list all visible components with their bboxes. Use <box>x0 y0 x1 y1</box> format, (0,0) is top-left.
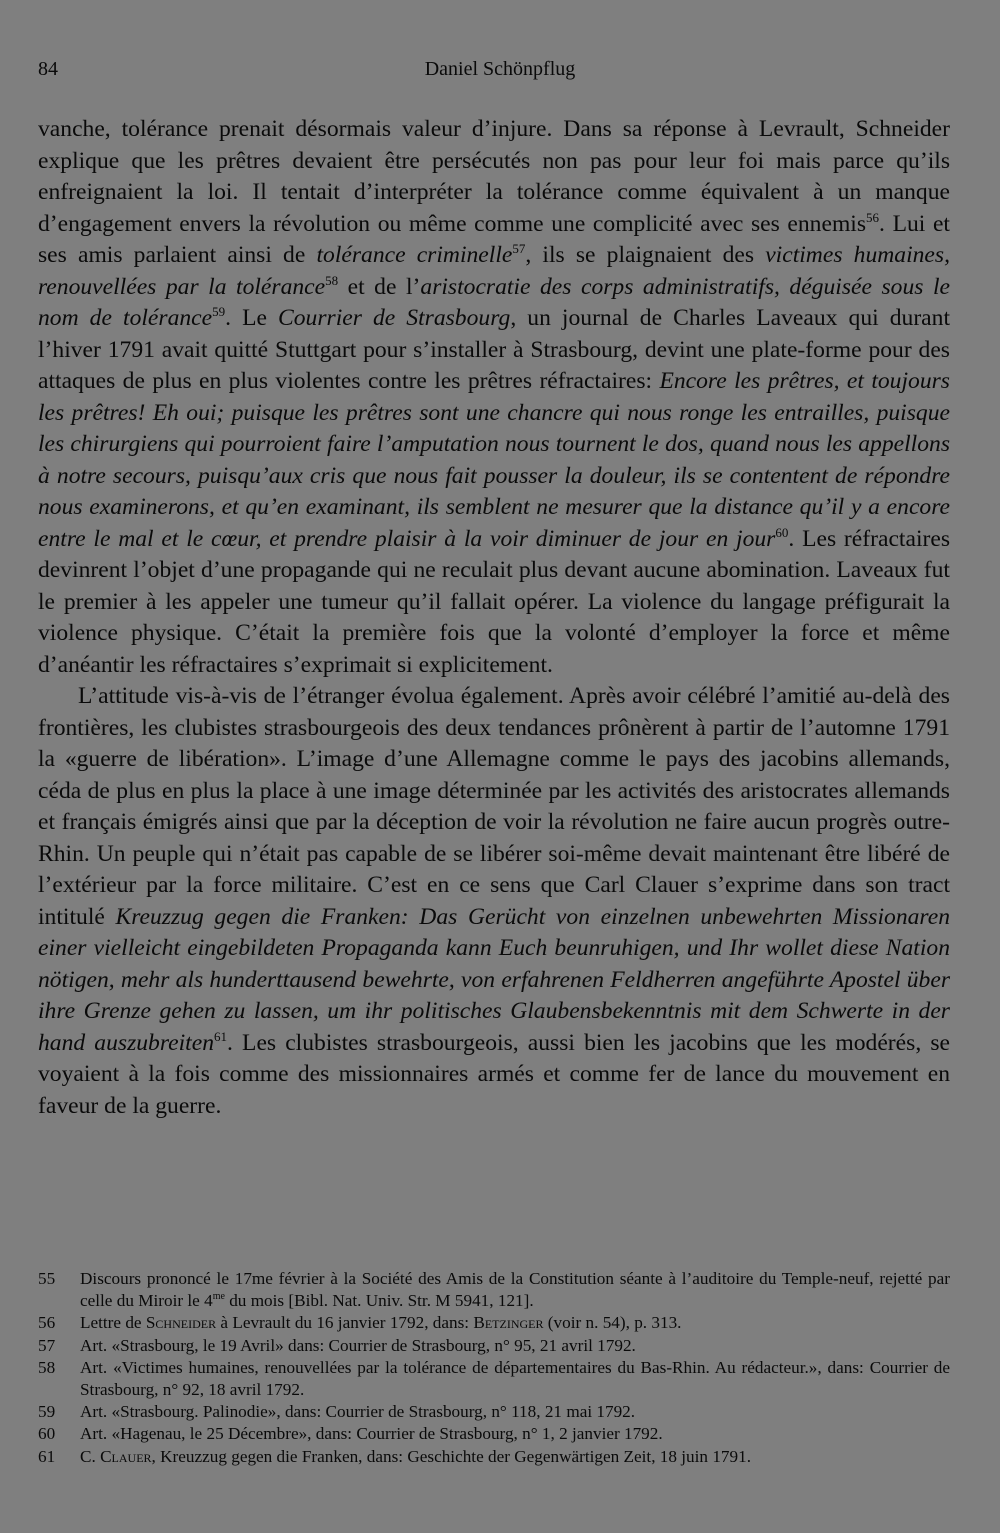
italic-quote: Kreuzzug gegen die Franken: Das Gerücht von einzelnen unbewehrten Missionaren einer vielleicht eingebildeten Propaganda kann Euch beunruhigen, und Ihr wollet diese Nation nötigen, mehr als hunderttausend bewehrte, von erfahrenen Feldherren angeführte Apostel über ihre Grenze gehen zu lassen, um ihr politisches Glaubensbekenntnis mit dem Schwerte in der hand auszubreiten <box>38 903 950 1056</box>
text-run: . Le <box>225 305 279 331</box>
text-run: . Les réfractaires devinrent l’objet d’une propagande qui ne reculait plus devant aucune abomination. Laveaux fut le premier à les appeler une tumeur qu’il fallait opérer. La violence du langage préfigurait la violence physique. C’était la première fois que la volonté d’employer la force et même d’anéantir les réfractaires s’exprimait si explicitement. <box>38 525 951 678</box>
superscript: me <box>212 1291 225 1303</box>
page-number: 84 <box>38 58 58 80</box>
footnote-56 <box>38 1312 950 1334</box>
author-name: Clauer <box>100 1446 152 1466</box>
footnote-ref-61: 61 <box>214 1028 228 1044</box>
footnote-text: Art. «Strasbourg, le 19 Avril» dans: Courrier de Strasbourg, n° 95, 21 avril 1792. <box>80 1335 636 1355</box>
text-run: Lettre de <box>80 1313 146 1333</box>
text-run: . Les clubistes strasbourgeois, aussi bien les jacobins que les modérés, se voyaient à la fois comme des missionnaires armés et comme fer de lance du mouvement en faveur de la guerre. <box>38 1029 950 1119</box>
footnote-57 <box>38 1335 950 1357</box>
footnote-55 <box>38 1268 950 1312</box>
footnote-59 <box>38 1401 950 1423</box>
body-text <box>38 114 950 1122</box>
footnote-number: 61 <box>38 1446 56 1466</box>
italic-title: Courrier de Strasbourg <box>278 305 511 331</box>
footnote-ref-57: 57 <box>512 241 526 256</box>
running-head <box>38 58 962 84</box>
footnote-number: 56 <box>38 1313 56 1333</box>
footnote-text: Art. «Strasbourg. Palinodie», dans: Courrier de Strasbourg, n° 118, 21 mai 1792. <box>80 1402 636 1422</box>
footnote-text <box>80 1446 950 1468</box>
footnote-text: Art. «Victimes humaines, renouvellées par la tolérance de départementaires du Bas-Rhin. Au rédacteur.», dans: Courrier de Strasbourg, n° 92, 18 avril 1792. <box>80 1357 950 1400</box>
footnote-number: 60 <box>38 1424 56 1444</box>
paragraph-1 <box>38 114 950 681</box>
footnote-text: Art. «Hagenau, le 25 Décembre», dans: Courrier de Strasbourg, n° 1, 2 janvier 1792. <box>80 1424 663 1444</box>
text-run: , Kreuzzug gegen die Franken, dans: Geschichte der Gegenwärtigen Zeit, 18 juin 1791. <box>151 1446 751 1466</box>
author-name: Schneider <box>145 1313 217 1333</box>
italic-quote: aristocratie des corps administratifs, déguisée sous le nom de tolérance <box>38 273 950 331</box>
footnote-number: 55 <box>38 1269 56 1288</box>
footnote-text <box>80 1312 950 1334</box>
author-name: Betzinger <box>473 1313 544 1333</box>
footnote-58 <box>38 1357 950 1401</box>
italic-quote: tolérance criminelle <box>316 242 513 268</box>
text-run: Discours prononcé le 17me février à la Société des Amis de la Constitution séante à l’auditoire du Temple-neuf, rejetté par celle du Miroir le 4 <box>80 1269 950 1311</box>
text-run: vanche, tolérance prenait désormais valeur d’injure. Dans sa réponse à Levrault, Schneider explique que les prêtres devaient être persécutés non pas pour leur foi mais parce qu’ils enfreignaient la loi. Il tentait d’interpréter la tolérance comme équivalent à un manque d’engagement envers la révolution ou même comme une complicité avec ses ennemis <box>38 116 950 237</box>
footnote-ref-58: 58 <box>325 272 339 288</box>
text-run: . Lui et ses amis parlaient ainsi de <box>38 210 950 268</box>
text-run: , ils se plaignaient des <box>525 242 766 268</box>
text-run: C. <box>80 1446 101 1466</box>
text-run: et de l’ <box>338 273 421 300</box>
text-run: à Levrault du 16 janvier 1792, dans: <box>216 1313 474 1333</box>
footnote-number: 58 <box>38 1357 56 1377</box>
footnote-ref-59: 59 <box>212 304 226 319</box>
footnote-60 <box>38 1423 950 1445</box>
footnote-ref-60: 60 <box>775 524 789 540</box>
paragraph-2 <box>38 681 950 1122</box>
footnote-number: 57 <box>38 1335 56 1355</box>
italic-quote: victimes humaines, renouvellées par la tolérance <box>38 242 950 300</box>
running-head-author: Daniel Schönpflug <box>424 58 576 80</box>
footnote-ref-56: 56 <box>866 209 880 225</box>
footnote-61 <box>38 1446 950 1468</box>
text-run: L’attitude vis-à-vis de l’étranger évolua également. Après avoir célébré l’amitié au-delà des frontières, les clubistes strasbourgeois des deux tendances prônèrent à partir de l’automne 1791 la «guerre de libération». L’image d’une Allemagne comme le pays des jacobins allemands, céda de plus en plus la place à une image déterminée par les activités des aristocrates allemands et français émigrés ainsi que par la déception de voir la révolution ne faire aucun progrès outre-Rhin. Un peuple qui n’était pas capable de se libérer soi-même devait maintenant être libéré de l’extérieur par la force militaire. C’est en ce sens que Carl Clauer s’exprime dans son tract intitulé <box>38 683 950 930</box>
text-run: (voir n. 54), p. 313. <box>543 1313 682 1333</box>
italic-quote: Encore les prêtres, et toujours les prêtres! Eh oui; puisque les prêtres sont une chancre qui nous ronge les entrailles, puisque les chirurgiens qui pourroient faire l’amputation nous tournent le dos, quand nous les appellons à notre secours, puisqu’aux cris que nous fait pousser la douleur, ils se contentent de répondre nous examinerons, et qu’en examinant, ils semblent ne mesurer que la distance qu’il y a encore entre le mal et le cœur, et prendre plaisir à la voir diminuer de jour en jour <box>38 368 950 552</box>
footnote-number: 59 <box>38 1402 56 1422</box>
text-run: , un journal de Charles Laveaux qui durant l’hiver 1791 avait quitté Stuttgart pour s’installer à Strasbourg, devint une plate-forme pour des attaques de plus en plus violentes contre les prêtres réfractaires: <box>38 305 950 394</box>
text-run: du mois [Bibl. Nat. Univ. Str. M 5941, 121]. <box>224 1291 534 1311</box>
footnotes <box>38 1268 950 1468</box>
footnote-text <box>80 1268 950 1312</box>
